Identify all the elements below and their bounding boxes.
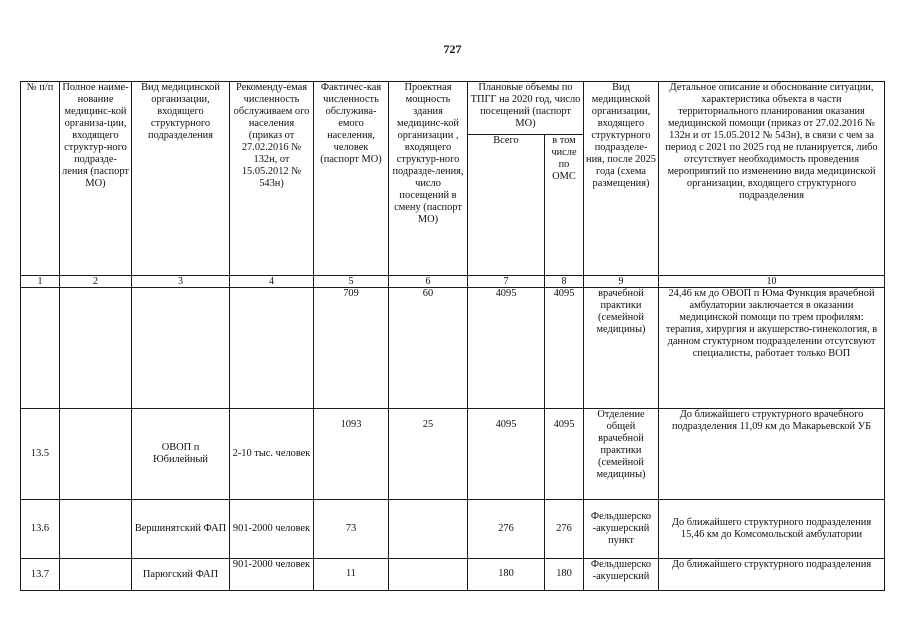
- row-description: До ближайшего структурного врачебного подразделения 11,09 км до Макарьевской УБ: [659, 409, 885, 500]
- header-full-name: Полное наиме-нование медицинс-кой организа-ции, входящего структур-ного подразде-ления (паспорт МО): [60, 82, 132, 276]
- row-organization-type: Вершинятский ФАП: [132, 500, 230, 559]
- row-design-capacity: 25: [389, 409, 468, 500]
- row-oms-visits: 180: [545, 559, 584, 591]
- table-row: [21, 559, 885, 591]
- row-description: До ближайшего структурного подразделения 15,46 км до Комсомольской амбулатории: [659, 500, 885, 559]
- header-total: Всего: [468, 135, 545, 276]
- header-oms: в том числе по ОМС: [545, 135, 584, 276]
- row-total-visits: 276: [468, 500, 545, 559]
- header-future-type: Вид медицинской организации, входящего структурного подразделе-ния, после 2025 года (схема размещения): [584, 82, 659, 276]
- row-future-type: Отделение общей врачебной практики (семейной медицины): [584, 409, 659, 500]
- column-number: 3: [132, 276, 230, 288]
- header-recommended-population: Рекоменду-емая численность обслуживаем ого населения (приказ от 27.02.2016 № 132н, от 15.05.2012 № 543н): [230, 82, 314, 276]
- row-number: 13.6: [21, 500, 60, 559]
- row-full-name: [60, 559, 132, 591]
- header-actual-population: Фактичес-кая численность обслужива-емого населения, человек (паспорт МО): [314, 82, 389, 276]
- row-full-name: [60, 288, 132, 409]
- row-recommended-population: 901-2000 человек: [230, 500, 314, 559]
- row-description: 24,46 км до ОВОП п Юма Функция врачебной амбулатории заключается в оказании медицинской помощи по трем профилям: терапия, хирургия и акушерство-гинекология, в данном стуктурном подразделении отсутсвуют специалисты, работает только ВОП: [659, 288, 885, 409]
- table-row: [21, 500, 885, 559]
- row-actual-population: 709: [314, 288, 389, 409]
- header-planned-volumes: Плановые объемы по ТПГГ на 2020 год, число посещений (паспорт МО): [468, 82, 584, 135]
- row-design-capacity: [389, 559, 468, 591]
- column-number: 1: [21, 276, 60, 288]
- row-organization-type: Парюгский ФАП: [132, 559, 230, 591]
- column-number: 7: [468, 276, 545, 288]
- column-number: 9: [584, 276, 659, 288]
- table-row: [21, 288, 885, 409]
- row-total-visits: 4095: [468, 288, 545, 409]
- header-design-capacity: Проектная мощность здания медицинс-кой организации , входящего структур-ного подразде-ления, число посещений в смену (паспорт МО): [389, 82, 468, 276]
- column-number: 4: [230, 276, 314, 288]
- row-actual-population: 11: [314, 559, 389, 591]
- row-recommended-population: 901-2000 человек: [230, 559, 314, 591]
- column-number: 8: [545, 276, 584, 288]
- page-number: 727: [443, 42, 462, 56]
- row-total-visits: 180: [468, 559, 545, 591]
- row-number: [21, 288, 60, 409]
- row-number: 13.7: [21, 559, 60, 591]
- row-description: До ближайшего структурного подразделения: [659, 559, 885, 591]
- row-total-visits: 4095: [468, 409, 545, 500]
- column-number: 10: [659, 276, 885, 288]
- column-number: 6: [389, 276, 468, 288]
- column-numbers-row: [21, 276, 885, 288]
- row-oms-visits: 276: [545, 500, 584, 559]
- row-design-capacity: 60: [389, 288, 468, 409]
- row-future-type: врачебной практики (семейной медицины): [584, 288, 659, 409]
- row-number: 13.5: [21, 409, 60, 500]
- header-description: Детальное описание и обоснование ситуации, характеристика объекта в части территориального планирования оказания медицинской помощи (приказ от 27.02.2016 № 132н и от 15.05.2012 № 543н), в связи с чем за период с 2021 по 2025 год не планируется, либо отсутствует необходимость проведения мероприятий по изменению вида медицинской организации, входящего структурного подразделения: [659, 82, 885, 276]
- row-oms-visits: 4095: [545, 409, 584, 500]
- row-actual-population: 1093: [314, 409, 389, 500]
- column-number: 5: [314, 276, 389, 288]
- row-future-type: Фельдшерско -акушерский пункт: [584, 500, 659, 559]
- medical-organizations-table: [20, 81, 885, 591]
- row-recommended-population: [230, 288, 314, 409]
- row-full-name: [60, 500, 132, 559]
- row-design-capacity: [389, 500, 468, 559]
- row-full-name: [60, 409, 132, 500]
- header-number: № п/п: [21, 82, 60, 276]
- row-actual-population: 73: [314, 500, 389, 559]
- header-organization-type: Вид медицинской организации, входящего структурного подразделения: [132, 82, 230, 276]
- row-organization-type: ОВОП п Юбилейный: [132, 409, 230, 500]
- row-recommended-population: 2-10 тыс. человек: [230, 409, 314, 500]
- row-future-type: Фельдшерско -акушерский: [584, 559, 659, 591]
- row-oms-visits: 4095: [545, 288, 584, 409]
- table-row: [21, 409, 885, 500]
- row-organization-type: [132, 288, 230, 409]
- column-number: 2: [60, 276, 132, 288]
